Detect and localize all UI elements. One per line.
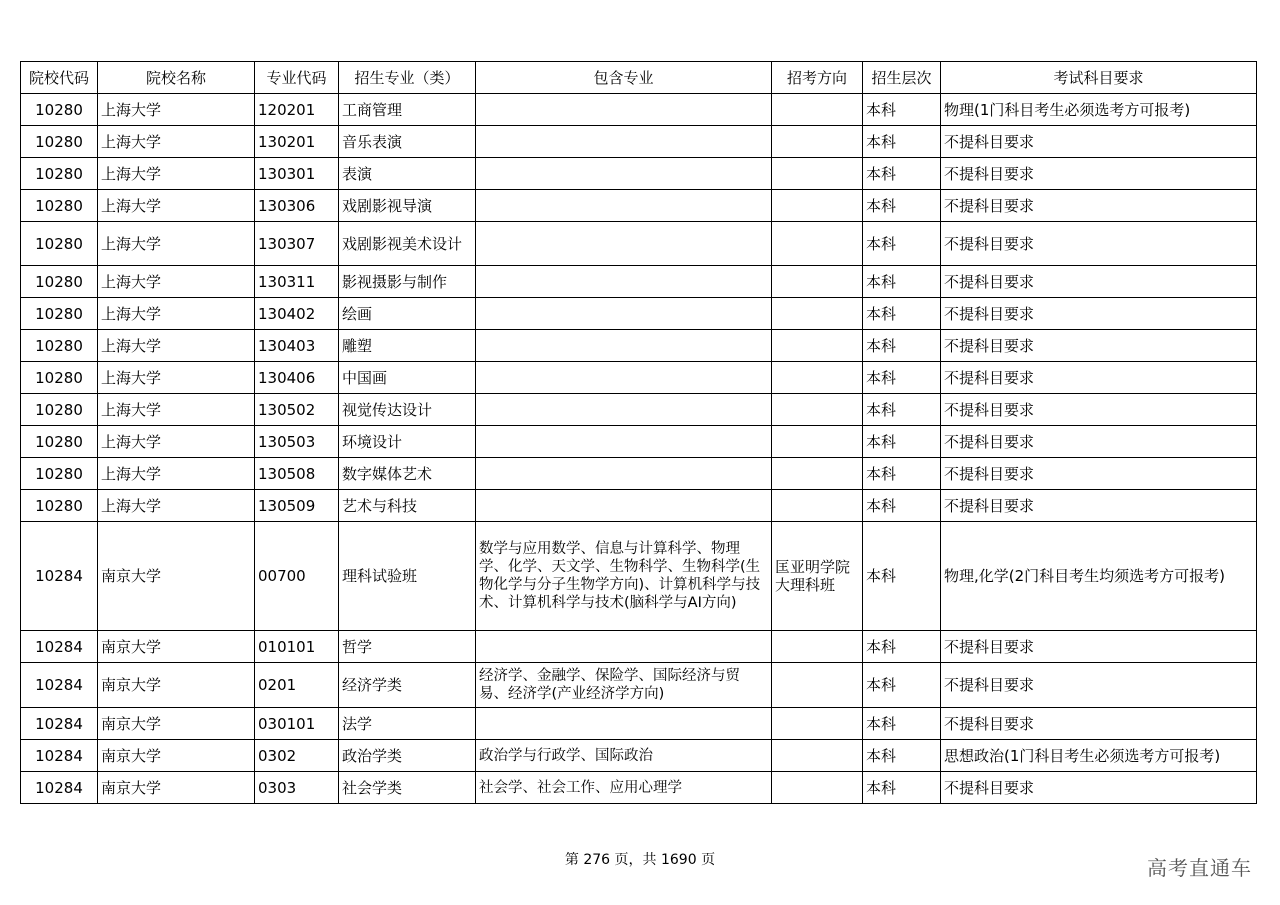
- cell-school-code: 10284: [21, 772, 98, 804]
- cell-direction: [772, 158, 863, 190]
- cell-major-code: 010101: [255, 631, 339, 663]
- cell-level: 本科: [863, 426, 941, 458]
- cell-major: 经济学类: [339, 663, 476, 708]
- cell-major-code: 130502: [255, 394, 339, 426]
- page-number: 第 276 页，共 1690 页: [564, 852, 716, 868]
- cell-school-name: 南京大学: [98, 772, 255, 804]
- cell-major: 戏剧影视美术设计: [339, 222, 476, 266]
- cell-subject-requirement: 不提科目要求: [941, 330, 1257, 362]
- cell-level: 本科: [863, 94, 941, 126]
- cell-major: 社会学类: [339, 772, 476, 804]
- cell-included-majors: [476, 126, 772, 158]
- cell-major: 法学: [339, 708, 476, 740]
- header-school-code: 院校代码: [21, 62, 98, 94]
- cell-included-majors: [476, 426, 772, 458]
- cell-major-code: 130503: [255, 426, 339, 458]
- table-row: [21, 426, 1257, 458]
- cell-direction: [772, 362, 863, 394]
- cell-subject-requirement: 不提科目要求: [941, 394, 1257, 426]
- cell-included-majors: [476, 190, 772, 222]
- cell-major-code: 130201: [255, 126, 339, 158]
- cell-school-name: 南京大学: [98, 663, 255, 708]
- cell-level: 本科: [863, 266, 941, 298]
- cell-school-name: 南京大学: [98, 740, 255, 772]
- cell-direction: [772, 631, 863, 663]
- table-row: [21, 631, 1257, 663]
- cell-major: 表演: [339, 158, 476, 190]
- cell-school-name: 南京大学: [98, 522, 255, 631]
- cell-school-code: 10284: [21, 663, 98, 708]
- cell-level: 本科: [863, 330, 941, 362]
- cell-school-code: 10280: [21, 362, 98, 394]
- cell-included-majors: [476, 631, 772, 663]
- header-major: 招生专业（类）: [339, 62, 476, 94]
- cell-major: 理科试验班: [339, 522, 476, 631]
- cell-major: 雕塑: [339, 330, 476, 362]
- cell-major-code: 130311: [255, 266, 339, 298]
- cell-subject-requirement: 不提科目要求: [941, 298, 1257, 330]
- cell-included-majors: [476, 490, 772, 522]
- watermark: 高考直通车: [1147, 856, 1252, 880]
- cell-direction: [772, 222, 863, 266]
- cell-included-majors: [476, 330, 772, 362]
- cell-major-code: 130307: [255, 222, 339, 266]
- header-major-code: 专业代码: [255, 62, 339, 94]
- cell-level: 本科: [863, 394, 941, 426]
- cell-direction: [772, 126, 863, 158]
- cell-major-code: 00700: [255, 522, 339, 631]
- cell-subject-requirement: 不提科目要求: [941, 631, 1257, 663]
- table-header-row: [21, 62, 1257, 94]
- cell-included-majors: 数学与应用数学、信息与计算科学、物理学、化学、天文学、生物科学、生物科学(生物化学与分子生物学方向)、计算机科学与技术、计算机科学与技术(脑科学与AI方向): [476, 522, 772, 631]
- cell-school-name: 上海大学: [98, 426, 255, 458]
- cell-major-code: 130508: [255, 458, 339, 490]
- cell-major-code: 0303: [255, 772, 339, 804]
- cell-included-majors: 政治学与行政学、国际政治: [476, 740, 772, 772]
- cell-level: 本科: [863, 362, 941, 394]
- cell-major: 中国画: [339, 362, 476, 394]
- table-row: [21, 490, 1257, 522]
- cell-school-name: 上海大学: [98, 458, 255, 490]
- cell-included-majors: [476, 458, 772, 490]
- cell-included-majors: [476, 708, 772, 740]
- cell-school-code: 10280: [21, 394, 98, 426]
- cell-school-code: 10280: [21, 266, 98, 298]
- cell-major-code: 0201: [255, 663, 339, 708]
- cell-subject-requirement: 物理(1门科目考生必须选考方可报考): [941, 94, 1257, 126]
- table-row: [21, 772, 1257, 804]
- header-school-name: 院校名称: [98, 62, 255, 94]
- table-row: [21, 330, 1257, 362]
- cell-school-code: 10280: [21, 158, 98, 190]
- cell-school-name: 上海大学: [98, 94, 255, 126]
- cell-subject-requirement: 思想政治(1门科目考生必须选考方可报考): [941, 740, 1257, 772]
- cell-school-code: 10284: [21, 522, 98, 631]
- cell-included-majors: [476, 94, 772, 126]
- cell-school-code: 10284: [21, 740, 98, 772]
- cell-school-name: 上海大学: [98, 298, 255, 330]
- cell-level: 本科: [863, 708, 941, 740]
- cell-included-majors: [476, 266, 772, 298]
- cell-subject-requirement: 不提科目要求: [941, 708, 1257, 740]
- cell-level: 本科: [863, 772, 941, 804]
- cell-included-majors: 社会学、社会工作、应用心理学: [476, 772, 772, 804]
- cell-subject-requirement: 不提科目要求: [941, 190, 1257, 222]
- cell-school-name: 南京大学: [98, 708, 255, 740]
- cell-major-code: 120201: [255, 94, 339, 126]
- cell-level: 本科: [863, 190, 941, 222]
- cell-major-code: 130403: [255, 330, 339, 362]
- cell-level: 本科: [863, 490, 941, 522]
- cell-direction: [772, 394, 863, 426]
- table-row: [21, 458, 1257, 490]
- cell-major-code: 130509: [255, 490, 339, 522]
- cell-major: 环境设计: [339, 426, 476, 458]
- cell-level: 本科: [863, 458, 941, 490]
- cell-included-majors: 经济学、金融学、保险学、国际经济与贸易、经济学(产业经济学方向): [476, 663, 772, 708]
- cell-subject-requirement: 不提科目要求: [941, 490, 1257, 522]
- table-row: [21, 266, 1257, 298]
- cell-level: 本科: [863, 740, 941, 772]
- cell-major: 艺术与科技: [339, 490, 476, 522]
- cell-school-code: 10280: [21, 298, 98, 330]
- cell-major: 哲学: [339, 631, 476, 663]
- cell-subject-requirement: 不提科目要求: [941, 222, 1257, 266]
- table-row: [21, 522, 1257, 631]
- cell-subject-requirement: 不提科目要求: [941, 458, 1257, 490]
- cell-major: 戏剧影视导演: [339, 190, 476, 222]
- header-included-majors: 包含专业: [476, 62, 772, 94]
- table-row: [21, 708, 1257, 740]
- cell-direction: [772, 298, 863, 330]
- table-row: [21, 190, 1257, 222]
- cell-level: 本科: [863, 522, 941, 631]
- cell-major-code: 130402: [255, 298, 339, 330]
- cell-direction: [772, 708, 863, 740]
- table-row: [21, 362, 1257, 394]
- cell-included-majors: [476, 394, 772, 426]
- cell-direction: [772, 94, 863, 126]
- cell-subject-requirement: 不提科目要求: [941, 266, 1257, 298]
- table-row: [21, 222, 1257, 266]
- table-row: [21, 740, 1257, 772]
- cell-school-name: 上海大学: [98, 490, 255, 522]
- cell-school-code: 10284: [21, 708, 98, 740]
- cell-included-majors: [476, 298, 772, 330]
- cell-school-code: 10280: [21, 426, 98, 458]
- cell-school-code: 10280: [21, 126, 98, 158]
- cell-school-name: 上海大学: [98, 362, 255, 394]
- cell-direction: [772, 490, 863, 522]
- cell-subject-requirement: 不提科目要求: [941, 126, 1257, 158]
- cell-school-code: 10280: [21, 458, 98, 490]
- cell-school-name: 上海大学: [98, 330, 255, 362]
- table-row: [21, 158, 1257, 190]
- cell-school-name: 上海大学: [98, 126, 255, 158]
- cell-major-code: 130406: [255, 362, 339, 394]
- cell-school-name: 上海大学: [98, 222, 255, 266]
- cell-subject-requirement: 不提科目要求: [941, 426, 1257, 458]
- cell-included-majors: [476, 158, 772, 190]
- cell-level: 本科: [863, 663, 941, 708]
- cell-major-code: 0302: [255, 740, 339, 772]
- table-row: [21, 126, 1257, 158]
- cell-direction: [772, 740, 863, 772]
- cell-direction: [772, 266, 863, 298]
- cell-level: 本科: [863, 222, 941, 266]
- cell-subject-requirement: 物理,化学(2门科目考生均须选考方可报考): [941, 522, 1257, 631]
- cell-subject-requirement: 不提科目要求: [941, 158, 1257, 190]
- cell-included-majors: [476, 222, 772, 266]
- cell-school-code: 10280: [21, 490, 98, 522]
- cell-major: 音乐表演: [339, 126, 476, 158]
- header-level: 招生层次: [863, 62, 941, 94]
- cell-direction: 匡亚明学院大理科班: [772, 522, 863, 631]
- cell-included-majors: [476, 362, 772, 394]
- admission-table: [20, 61, 1257, 804]
- cell-school-name: 上海大学: [98, 190, 255, 222]
- cell-school-code: 10280: [21, 222, 98, 266]
- table-row: [21, 663, 1257, 708]
- cell-subject-requirement: 不提科目要求: [941, 772, 1257, 804]
- cell-school-code: 10280: [21, 190, 98, 222]
- cell-subject-requirement: 不提科目要求: [941, 663, 1257, 708]
- cell-direction: [772, 426, 863, 458]
- cell-major: 视觉传达设计: [339, 394, 476, 426]
- cell-major: 工商管理: [339, 94, 476, 126]
- cell-subject-requirement: 不提科目要求: [941, 362, 1257, 394]
- cell-major: 政治学类: [339, 740, 476, 772]
- cell-school-name: 上海大学: [98, 266, 255, 298]
- cell-level: 本科: [863, 631, 941, 663]
- cell-school-name: 上海大学: [98, 394, 255, 426]
- cell-school-code: 10284: [21, 631, 98, 663]
- cell-major-code: 130301: [255, 158, 339, 190]
- cell-major: 绘画: [339, 298, 476, 330]
- cell-major: 数字媒体艺术: [339, 458, 476, 490]
- cell-level: 本科: [863, 158, 941, 190]
- cell-major: 影视摄影与制作: [339, 266, 476, 298]
- cell-school-code: 10280: [21, 330, 98, 362]
- cell-major-code: 130306: [255, 190, 339, 222]
- cell-level: 本科: [863, 126, 941, 158]
- cell-direction: [772, 458, 863, 490]
- cell-level: 本科: [863, 298, 941, 330]
- cell-major-code: 030101: [255, 708, 339, 740]
- cell-school-name: 上海大学: [98, 158, 255, 190]
- header-direction: 招考方向: [772, 62, 863, 94]
- table-row: [21, 298, 1257, 330]
- table-row: [21, 394, 1257, 426]
- cell-direction: [772, 772, 863, 804]
- cell-direction: [772, 330, 863, 362]
- cell-school-name: 南京大学: [98, 631, 255, 663]
- cell-school-code: 10280: [21, 94, 98, 126]
- cell-direction: [772, 190, 863, 222]
- table-row: [21, 94, 1257, 126]
- cell-direction: [772, 663, 863, 708]
- header-subject-requirement: 考试科目要求: [941, 62, 1257, 94]
